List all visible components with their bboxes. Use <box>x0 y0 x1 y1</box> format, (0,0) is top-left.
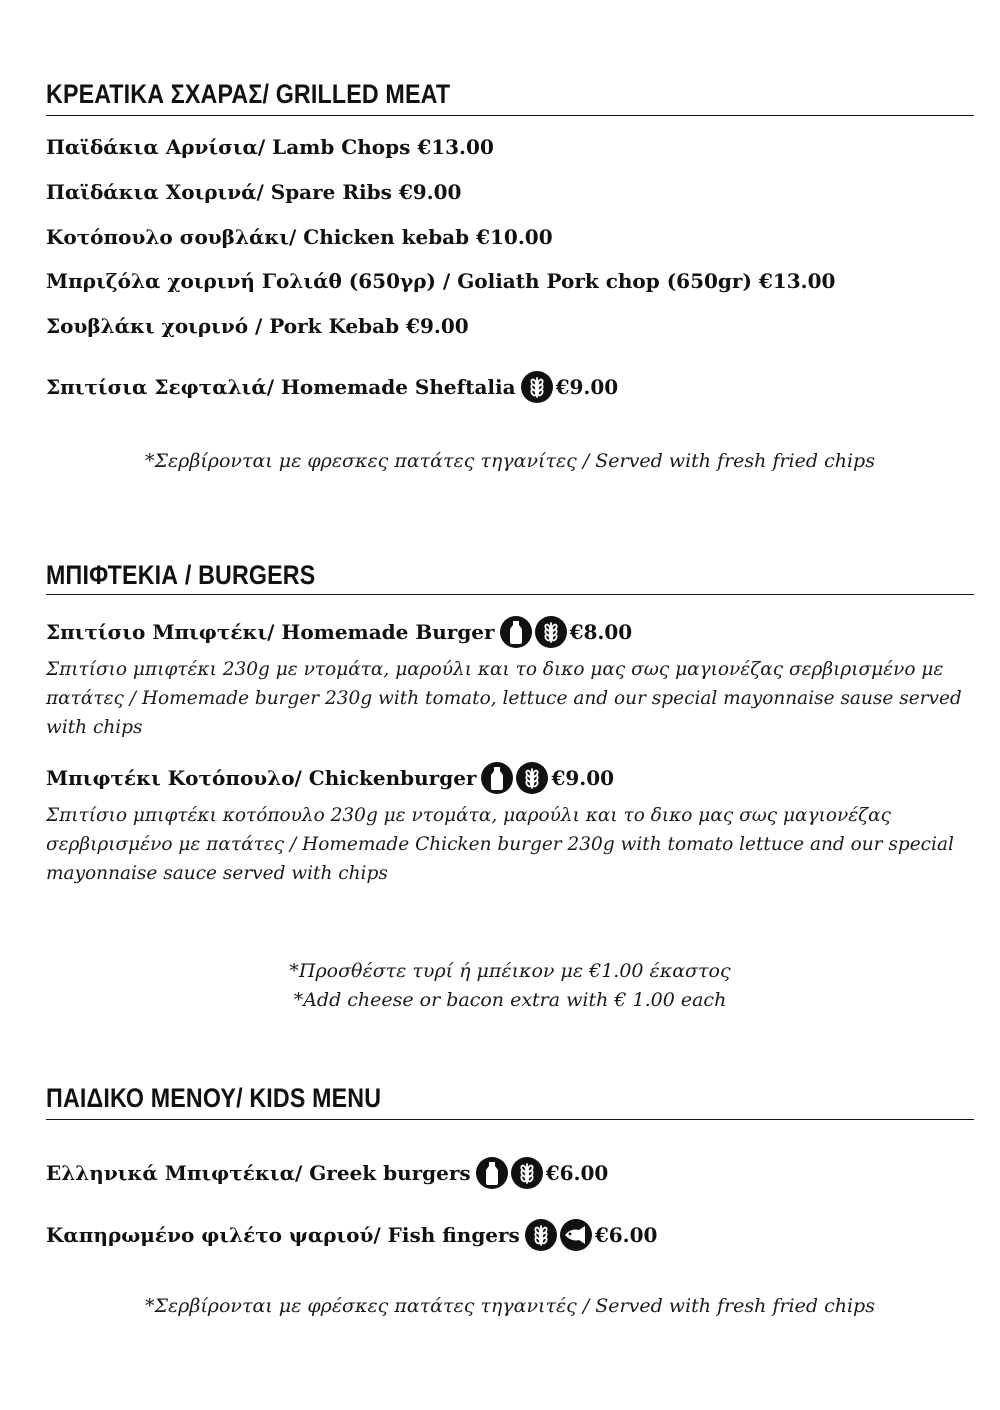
section-note: *Add cheese or bacon extra with € 1.00 each <box>293 989 727 1011</box>
section-grilled-meat <box>46 78 974 472</box>
menu-item <box>46 370 618 404</box>
section-divider <box>46 594 974 595</box>
menu-item <box>46 313 469 339</box>
section-note: *Σερβίρονται με φρεσκες πατάτες τηγανίτες / Served with fresh fried chips <box>145 450 875 472</box>
allergen-icons <box>520 370 554 404</box>
item-name: Σπιτίσιο Μπιφτέκι/ Homemade Burger <box>46 620 495 644</box>
item-name: Παϊδάκια Χοιρινά/ Spare Ribs <box>46 180 392 204</box>
allergen-icons <box>480 761 549 795</box>
item-price: €9.00 <box>555 375 619 399</box>
allergen-icons <box>524 1218 593 1252</box>
item-name: Κοτόπουλο σουβλάκι/ Chicken kebab <box>46 225 470 249</box>
item-price: €6.00 <box>545 1161 609 1185</box>
menu-item <box>46 615 632 649</box>
menu-item <box>46 134 494 160</box>
gluten-icon <box>524 1218 558 1252</box>
gluten-icon <box>520 370 554 404</box>
allergen-icons <box>475 1156 544 1190</box>
item-price: €9.00 <box>551 766 615 790</box>
item-name: Παϊδάκια Αρνίσια/ Lamb Chops <box>46 135 411 159</box>
fish-icon <box>559 1218 593 1252</box>
menu-item <box>46 761 614 795</box>
section-divider <box>46 115 974 116</box>
menu-item <box>46 1218 657 1252</box>
gluten-icon <box>510 1156 544 1190</box>
section-title: ΜΠΙΦΤΕΚΙΑ / BURGERS <box>46 560 316 590</box>
section-burgers <box>46 559 974 1011</box>
item-name: Μπιφτέκι Κοτόπουλο/ Chickenburger <box>46 766 477 790</box>
milk-icon <box>475 1156 509 1190</box>
item-description: Σπιτίσιο μπιφτέκι κοτόπουλο 230g με ντομάτα, μαρούλι και το δικο μας σως μαγιονέζας σερβιρισμένο με πατάτες / Homemade Chicken burger 230g with tomato lettuce and our special mayonnaise sauce served with chips <box>46 805 954 884</box>
gluten-icon <box>515 761 549 795</box>
item-description: Σπιτίσιο μπιφτέκι 230g με ντομάτα, μαρούλι και το δικο μας σως μαγιονέζας σερβιρισμένο με πατάτες / Homemade burger 230g with tomato, lettuce and our special mayonnaise sause served with chips <box>46 659 962 738</box>
item-price: €8.00 <box>569 620 633 644</box>
item-name: Σπιτίσια Σεφταλιά/ Homemade Sheftalia <box>46 375 516 399</box>
item-price: €10.00 <box>476 225 553 249</box>
section-divider <box>46 1119 974 1120</box>
item-price: €9.00 <box>398 180 462 204</box>
milk-icon <box>499 615 533 649</box>
menu-item <box>46 1156 608 1190</box>
item-price: €9.00 <box>406 314 469 338</box>
section-note: *Προσθέστε τυρί ή μπέικον με €1.00 έκαστος <box>289 960 731 982</box>
milk-icon <box>480 761 514 795</box>
item-price: €6.00 <box>594 1223 658 1247</box>
menu-item <box>46 179 461 205</box>
menu-item <box>46 268 835 294</box>
gluten-icon <box>534 615 568 649</box>
item-name: Ελληνικά Μπιφτέκια/ Greek burgers <box>46 1161 471 1185</box>
section-title: ΠΑΙΔΙΚΟ ΜΕΝΟΥ/ KIDS MENU <box>46 1083 382 1113</box>
item-name: Καπηρωμένο φιλέτο ψαριού/ Fish fingers <box>46 1223 520 1247</box>
item-name: Μπριζόλα χοιρινή Γολιάθ (650γρ) / Goliath Pork chop (650gr) <box>46 269 752 293</box>
section-note: *Σερβίρονται με φρέσκες πατάτες τηγανιτές / Served with fresh fried chips <box>145 1295 875 1317</box>
menu-item <box>46 224 553 250</box>
item-price: €13.00 <box>758 269 836 293</box>
section-title: ΚΡΕΑΤΙΚΑ ΣΧΑΡΑΣ/ GRILLED MEAT <box>46 79 451 109</box>
item-price: €13.00 <box>417 135 494 159</box>
allergen-icons <box>499 615 568 649</box>
section-kids-menu <box>46 1082 974 1317</box>
item-name: Σουβλάκι χοιρινό / Pork Kebab <box>46 314 400 338</box>
